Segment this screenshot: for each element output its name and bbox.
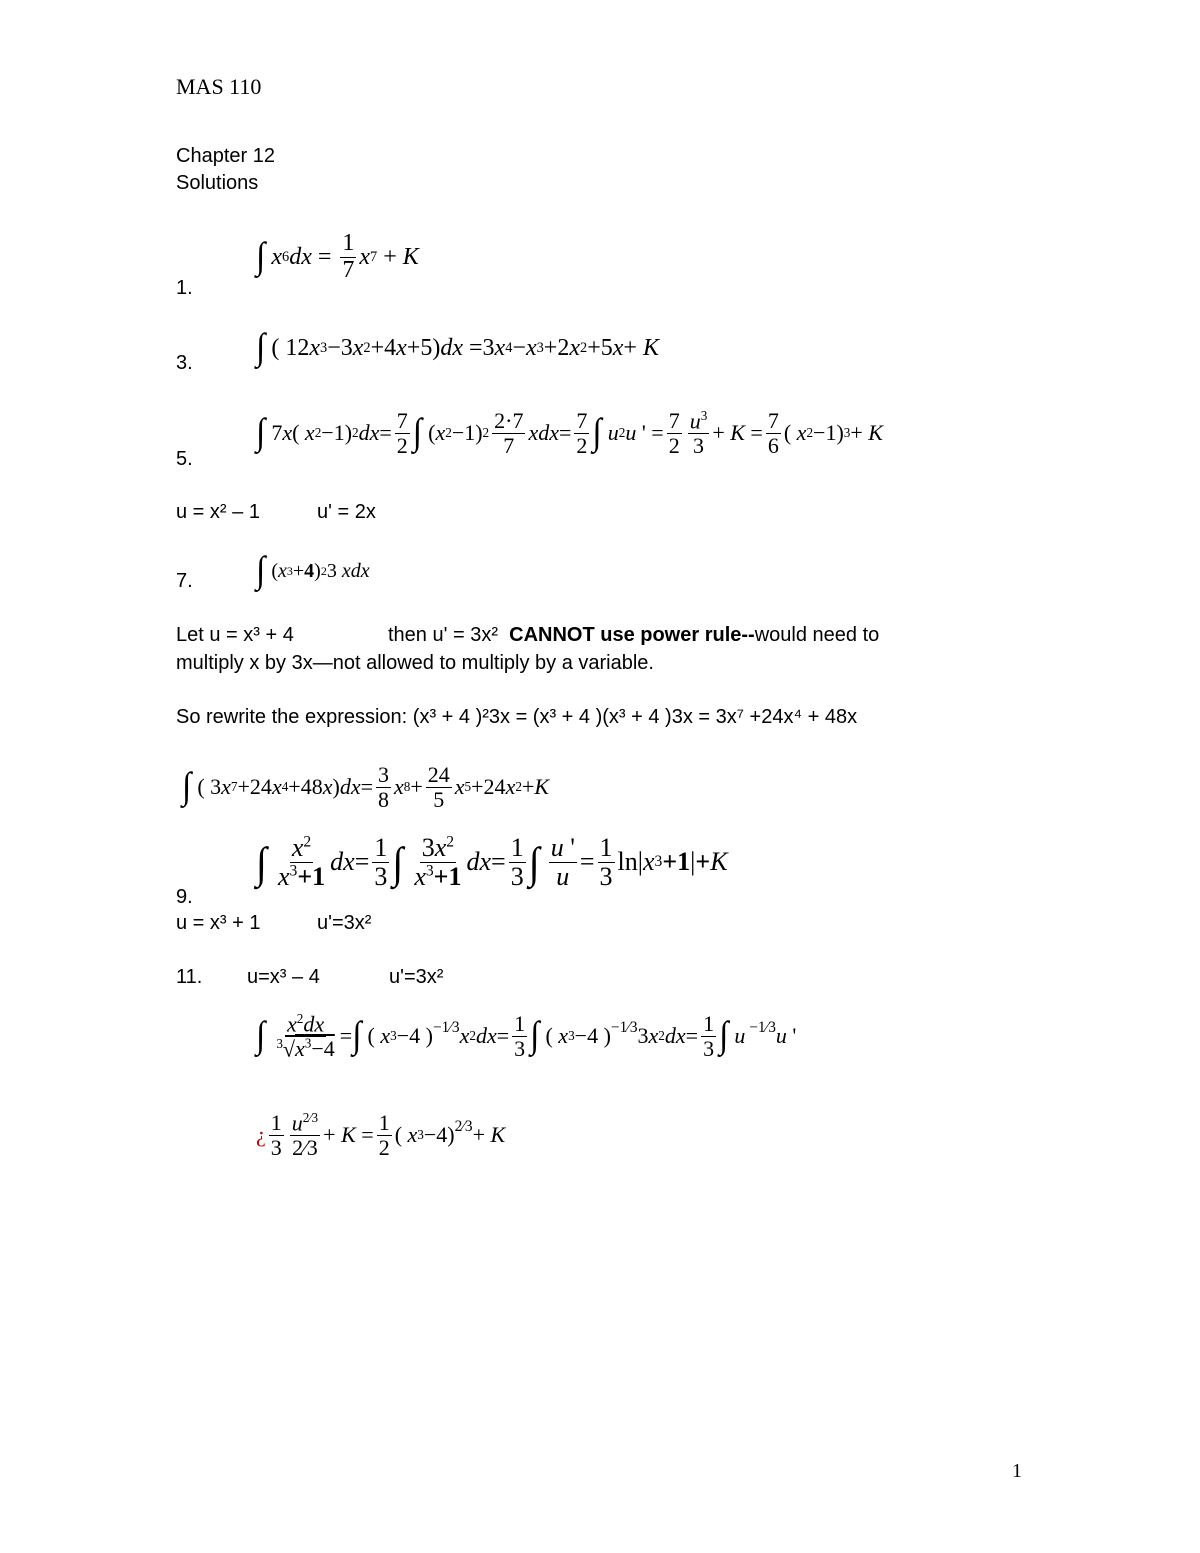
problem-9-number: 9. [176,886,193,908]
problem-1-equation: ∫ x 6 dx = $\frac{1}{7}$ x 7 + K [256,230,419,283]
problem-5-substitution: u = x² – 1 [176,501,260,523]
problem-11-number: 11. [176,966,203,988]
problem-3-number: 3. [176,352,193,374]
problem-7-reason: would need to [754,624,880,646]
problem-7-number: 7. [176,570,193,592]
problem-5-derivative: u' = 2x [317,501,376,523]
problem-7-rewrite: So rewrite the expression: (x³ + 4 )²3x = (x³ + 4 )(x³ + 4 )3x = 3x⁷ +24x⁴ + 48x [176,706,858,728]
problem-9-equation: ∫ $\frac{x^2}{x^3+1}$ dx = $\frac{1}{3}$ ∫ $\frac{3x^2}{x^3+1}$ dx = $\frac{1}{3}$ ∫ $\frac{u '}{u}$ = $\frac{1}{3}$ ln| x 3 +1 | + K [256,833,728,891]
problem-5-equation: ∫ 7 x ( x 2 −1) 2 dx = $\frac{7}{2}$ ∫ ( x 2 −1) 2 $\frac{2\cdot 7}{7}$ xdx = $\frac{7}{2}$ ∫ u 2 u ' = $\frac{7}{2}$ $\frac{u^3}{3}$ + K = $\frac{7}{6}$ ( x 2 −1) 3 + K [256,408,883,458]
course-title: MAS 110 [176,74,262,99]
problem-7-equation: ∫ ( x 3 + 4 ) 2 3 xdx [256,550,370,591]
problem-7-reason-line2: multiply x by 3x—not allowed to multiply by a variable. [176,652,654,674]
problem-7-let: Let u = x³ + 4 [176,624,294,646]
problem-7-integral: ∫ ( 3 x 7 +24 x 4 +48 x ) dx = $\frac{3}{8}$ x 8 + $\frac{24}{5}$ x 5 +24 x 2 + K [182,762,550,812]
problem-11-derivative: u'=3x² [389,966,444,988]
problem-11-result: ¿ $\frac{1}{3}$ $\frac{u^{2⁄3}}{2⁄3}$ + K = $\frac{1}{2}$ ( x 3 −4) $^{2⁄3}$ + K [256,1110,506,1160]
chapter-title: Chapter 12 [176,145,275,167]
solutions-label: Solutions [176,172,259,194]
problem-9-derivative: u'=3x² [317,912,372,934]
page-number: 1 [1012,1460,1022,1482]
problem-9-substitution: u = x³ + 1 [176,912,261,934]
problem-11-substitution: u=x³ – 4 [247,966,320,988]
problem-1-number: 1. [176,277,193,299]
problem-5-number: 5. [176,448,193,470]
problem-7-derivative: then u' = 3x² [388,624,498,646]
problem-7-warning: CANNOT use power rule-- [509,624,755,646]
problem-7-then [388,624,879,647]
problem-11-equation: ∫ $\frac{x^2dx}{^3√x^3-4}$ = ∫ ( x 3 −4 ) $^{-1⁄3}$ x 2 dx = $\frac{1}{3}$ ∫ ( x 3 −4 ) $^{-1⁄3}$ 3 x 2 dx = $\frac{1}{3}$ ∫ u $^{-1⁄3}$ u ' [256,1010,797,1062]
problem-3-equation: ∫ ( 12 x 3 −3 x 2 +4 x +5) dx =3 x 4 − x 3 +2 x 2 +5 x + K [256,327,659,368]
